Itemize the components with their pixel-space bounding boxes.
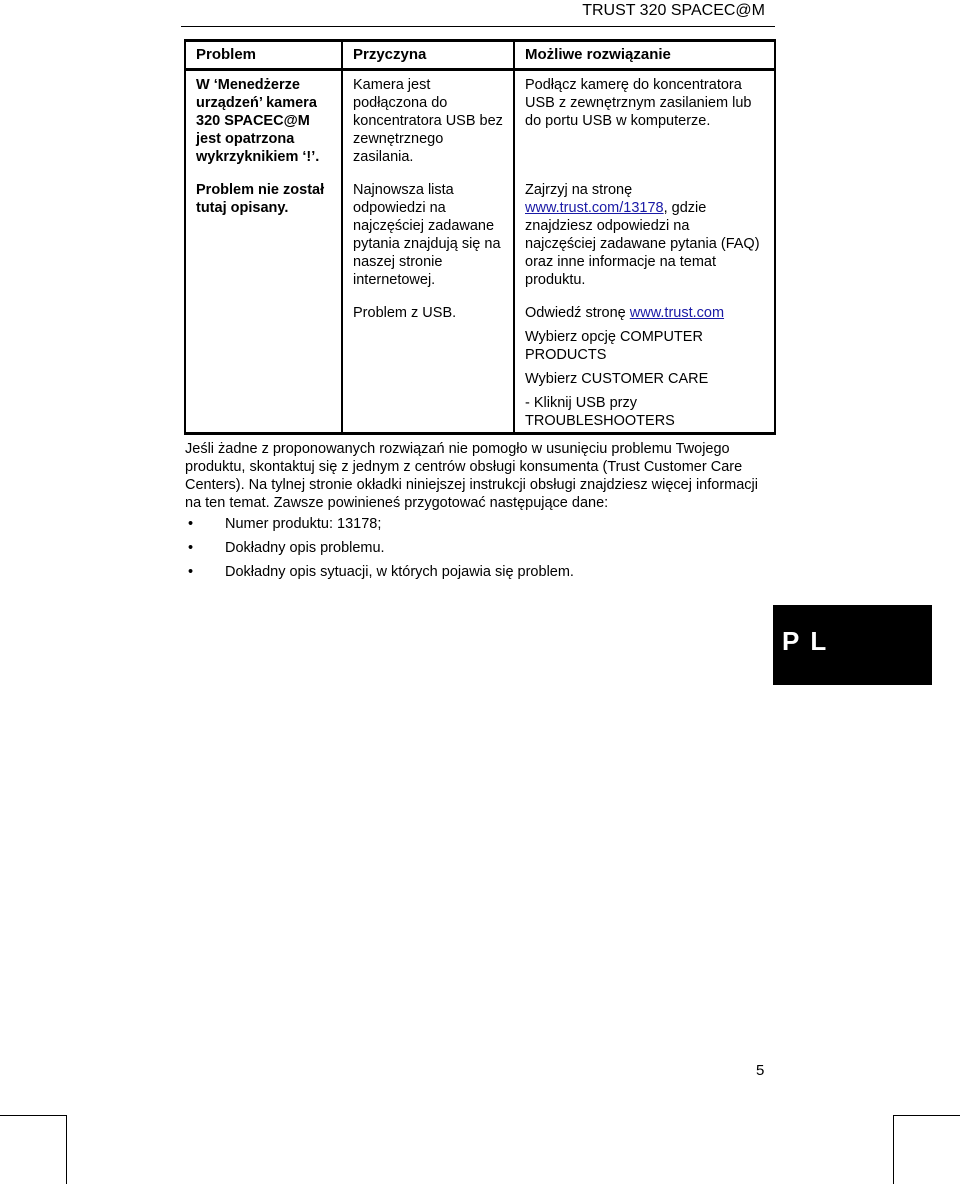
cause-text: Problem z USB. [353,305,457,321]
trust-link[interactable]: www.trust.com [629,305,725,321]
bullet-icon: • [188,564,194,580]
crop-mark [893,1115,960,1116]
cause-text: Najnowsza lista odpowiedzi na najczęściej zadawane pytania znajdują się na naszej stronie internetowej. [353,182,501,288]
crop-mark [66,1115,67,1184]
solution-text: Podłącz kamerę do koncentratora USB z zewnętrznym zasilaniem lub do portu USB w komputerze. [525,77,752,129]
list-item [185,563,574,581]
solution-prefix: Zajrzyj na stronę [525,182,633,198]
solution-cell [514,70,775,177]
column-header-cause: Przyczyna [342,41,514,70]
column-header-problem: Problem [185,41,342,70]
step-computer-products: Wybierz opcję COMPUTER PRODUCTS [525,329,703,363]
crop-mark [0,1115,67,1116]
cause-cell [342,176,514,299]
table-row [185,299,775,434]
table-row [185,70,775,177]
problem-cell [185,176,342,299]
solution-text [525,181,764,289]
table-header-row [185,41,775,70]
problem-cell [185,299,342,434]
page-number: 5 [756,1062,765,1079]
solution-cell [514,299,775,434]
step-customer-care: Wybierz CUSTOMER CARE [525,371,709,387]
troubleshooting-table [184,39,776,435]
cause-cell [342,299,514,434]
step-troubleshooters: - Kliknij USB przy TROUBLESHOOTERS [525,395,675,429]
problem-text: Problem nie został tutaj opisany. [196,182,325,216]
solution-suffix: , gdzie znajdziesz odpowiedzi na najczęściej zadawane pytania (FAQ) oraz inne informacje na temat produktu. [525,200,760,288]
problem-text: W ‘Menedżerze urządzeń’ kamera 320 SPACEC@M jest opatrzona wykrzyknikiem ‘!’. [196,77,320,165]
cause-cell [342,70,514,177]
language-code: PL [782,626,838,656]
crop-mark [893,1115,894,1184]
cause-text: Kamera jest podłączona do koncentratora USB bez zewnętrznego zasilania. [353,77,503,165]
list-item-text: Numer produktu: 13178; [225,516,382,532]
language-tab [773,605,932,685]
list-item-text: Dokładny opis sytuacji, w których pojawia się problem. [225,564,574,580]
visit-prefix: Odwiedź stronę [525,305,630,321]
header-rule [181,26,775,27]
faq-link[interactable]: www.trust.com/13178 [525,200,664,216]
bullet-icon: • [188,540,194,556]
column-header-solution: Możliwe rozwiązanie [514,41,775,70]
required-data-list [185,515,574,587]
problem-cell [185,70,342,177]
list-item [185,515,574,533]
table-row [185,176,775,299]
visit-text [525,304,764,322]
body-paragraph: Jeśli żadne z proponowanych rozwiązań nie pomogło w usunięciu problemu Twojego produktu, skontaktuj się z jednym z centrów obsługi konsumenta (Trust Customer Care Centers). Na tylnej stronie okładki niniejszej instrukcji obsługi znajdziesz więcej informacji na ten temat. Zawsze powinieneś przygotować następujące dane: [185,441,758,511]
list-item-text: Dokładny opis problemu. [225,540,385,556]
bullet-icon: • [188,516,194,532]
document-header-title: TRUST 320 SPACEC@M [582,2,765,19]
solution-cell [514,176,775,299]
list-item [185,539,574,557]
